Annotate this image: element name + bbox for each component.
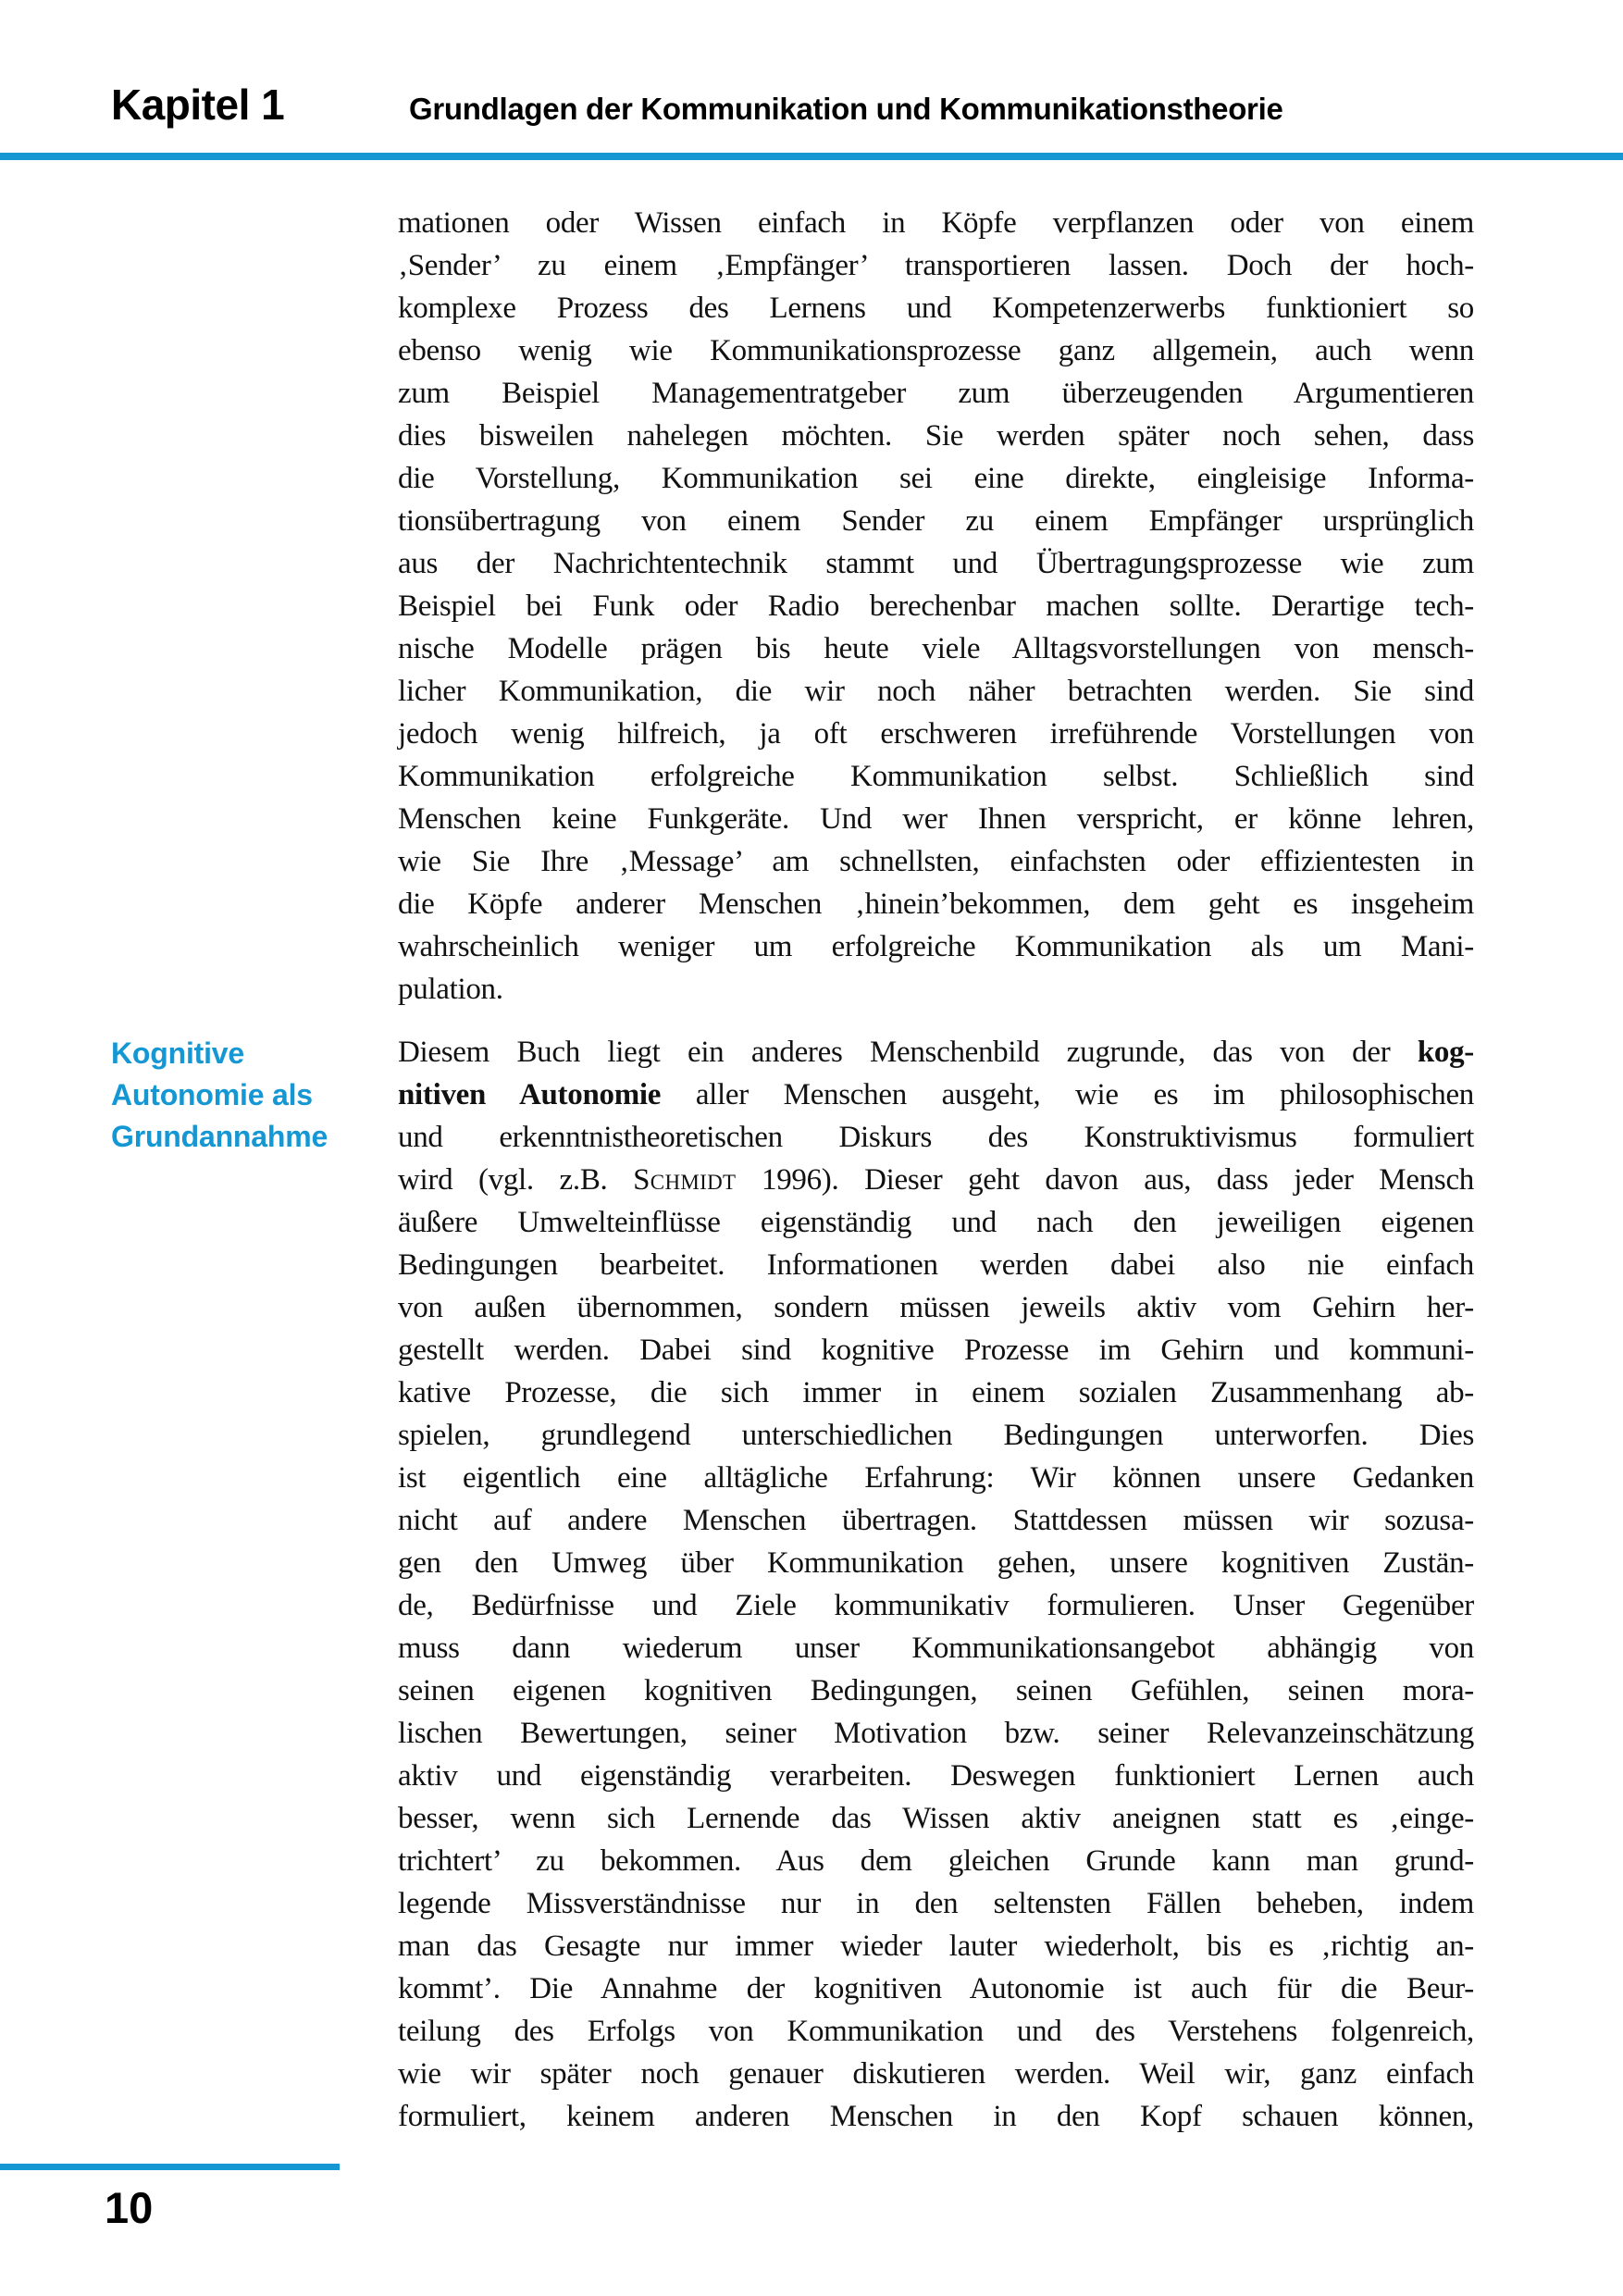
text-segment: seinen eigenen kognitiven Bedingungen, seinen Gefühlen, seinen mora- <box>398 1674 1474 1707</box>
text-line <box>398 2010 1474 2053</box>
text-line <box>398 1797 1474 1840</box>
text-line <box>398 1116 1474 1159</box>
text-line <box>398 1712 1474 1755</box>
text-line <box>398 627 1474 670</box>
text-line <box>398 1882 1474 1925</box>
text-line <box>398 670 1474 713</box>
text-line <box>398 1031 1474 1074</box>
text-segment: ebenso wenig wie Kommunikationsprozesse ganz allgemein, auch wenn <box>398 334 1474 367</box>
text-line <box>398 755 1474 798</box>
text-line <box>398 1840 1474 1882</box>
text-line <box>398 202 1474 244</box>
text-line <box>398 925 1474 968</box>
text-segment: wahrscheinlich weniger um erfolgreiche Kommunikation als um Mani- <box>398 930 1474 963</box>
text-segment: zum Beispiel Managementratgeber zum überzeugenden Argumentieren <box>398 377 1474 410</box>
text-line <box>398 1457 1474 1499</box>
text-segment: Diesem Buch liegt ein anderes Menschenbild zugrunde, das von der <box>398 1036 1418 1069</box>
text-segment: Kommunikation erfolgreiche Kommunikation selbst. Schließlich sind <box>398 760 1474 793</box>
text-line <box>398 542 1474 585</box>
text-segment: licher Kommunikation, die wir noch näher betrachten werden. Sie sind <box>398 675 1474 708</box>
text-segment: Bedingungen bearbeitet. Informationen werden dabei also nie einfach <box>398 1248 1474 1282</box>
text-segment-smallcaps: Schmidt <box>633 1163 737 1197</box>
text-segment: die Köpfe anderer Menschen ‚hinein’bekommen, dem geht es insgeheim <box>398 887 1474 921</box>
text-segment: wird (vgl. z.B. <box>398 1163 634 1197</box>
text-line <box>398 1967 1474 2010</box>
text-line <box>398 1925 1474 1967</box>
text-segment: wie Sie Ihre ‚Message’ am schnellsten, einfachsten oder effizientesten in <box>398 845 1474 878</box>
text-segment: 1996). Dieser geht davon aus, dass jeder Mensch <box>736 1163 1474 1197</box>
text-segment-bold: kog- <box>1417 1036 1474 1069</box>
text-line <box>398 1584 1474 1627</box>
text-segment: lischen Bewertungen, seiner Motivation bzw. seiner Relevanzeinschätzung <box>398 1717 1474 1750</box>
text-segment: komplexe Prozess des Lernens und Kompetenzerwerbs funktioniert so <box>398 292 1474 325</box>
paragraph <box>398 202 1474 1011</box>
text-segment: legende Missverständnisse nur in den seltensten Fällen beheben, indem <box>398 1887 1474 1920</box>
text-segment: von außen übernommen, sondern müssen jeweils aktiv vom Gehirn her- <box>398 1291 1474 1324</box>
body-text <box>398 202 1474 2138</box>
footer-rule <box>0 2164 340 2170</box>
text-line <box>398 1627 1474 1669</box>
text-line <box>398 1499 1474 1542</box>
text-segment: Menschen keine Funkgeräte. Und wer Ihnen verspricht, er könne lehren, <box>398 802 1474 836</box>
text-line <box>398 329 1474 372</box>
text-segment: gen den Umweg über Kommunikation gehen, unsere kognitiven Zustän- <box>398 1546 1474 1580</box>
text-segment: Beispiel bei Funk oder Radio berechenbar machen sollte. Derartige tech- <box>398 590 1474 623</box>
text-line <box>398 968 1474 1011</box>
paragraph <box>398 1031 1474 2138</box>
text-line <box>398 2095 1474 2138</box>
text-line <box>398 1159 1474 1201</box>
text-segment: ‚Sender’ zu einem ‚Empfänger’ transportieren lassen. Doch der hoch- <box>398 249 1474 282</box>
text-segment: gestellt werden. Dabei sind kognitive Prozesse im Gehirn und kommuni- <box>398 1334 1474 1367</box>
header-rule <box>0 153 1623 160</box>
text-segment: nische Modelle prägen bis heute viele Alltagsvorstellungen von mensch- <box>398 632 1474 665</box>
text-line <box>398 372 1474 415</box>
text-segment: pulation. <box>398 973 503 1006</box>
text-segment: dies bisweilen nahelegen möchten. Sie werden später noch sehen, dass <box>398 419 1474 453</box>
text-segment: besser, wenn sich Lernende das Wissen aktiv aneignen statt es ‚einge- <box>398 1802 1474 1835</box>
chapter-label: Kapitel 1 <box>111 81 285 129</box>
chapter-title: Grundlagen der Kommunikation und Kommunikationstheorie <box>409 92 1283 126</box>
margin-note-line: Kognitive <box>111 1036 244 1070</box>
text-line <box>398 1542 1474 1584</box>
text-segment: muss dann wiederum unser Kommunikationsangebot abhängig von <box>398 1632 1474 1665</box>
text-segment: wie wir später noch genauer diskutieren werden. Weil wir, ganz einfach <box>398 2057 1474 2091</box>
text-segment: kommt’. Die Annahme der kognitiven Autonomie ist auch für die Beur- <box>398 1972 1474 2005</box>
text-line <box>398 415 1474 457</box>
text-line <box>398 585 1474 627</box>
text-segment: die Vorstellung, Kommunikation sei eine direkte, eingleisige Informa- <box>398 462 1474 495</box>
text-segment: man das Gesagte nur immer wieder lauter wiederholt, bis es ‚richtig an- <box>398 1930 1474 1963</box>
text-line <box>398 244 1474 287</box>
text-segment: und erkenntnistheoretischen Diskurs des Konstruktivismus formuliert <box>398 1121 1474 1154</box>
text-segment: nicht auf andere Menschen übertragen. Stattdessen müssen wir sozusa- <box>398 1504 1474 1537</box>
text-line <box>398 1414 1474 1457</box>
text-segment: aller Menschen ausgeht, wie es im philosophischen <box>661 1078 1474 1111</box>
text-line <box>398 1286 1474 1329</box>
text-line <box>398 1755 1474 1797</box>
text-line <box>398 798 1474 840</box>
text-segment: äußere Umwelteinflüsse eigenständig und nach den jeweiligen eigenen <box>398 1206 1474 1239</box>
text-segment: mationen oder Wissen einfach in Köpfe verpflanzen oder von einem <box>398 206 1474 240</box>
text-line <box>398 1074 1474 1116</box>
text-line <box>398 457 1474 500</box>
text-line <box>398 1371 1474 1414</box>
text-segment-bold: nitiven Autonomie <box>398 1078 662 1111</box>
text-segment: trichtert’ zu bekommen. Aus dem gleichen Grunde kann man grund- <box>398 1844 1474 1878</box>
text-segment: ist eigentlich eine alltägliche Erfahrung: Wir können unsere Gedanken <box>398 1461 1474 1495</box>
page-number: 10 <box>105 2183 154 2232</box>
text-line <box>398 1201 1474 1244</box>
margin-note <box>111 1033 389 1158</box>
text-line <box>398 1669 1474 1712</box>
text-line <box>398 287 1474 329</box>
text-line <box>398 500 1474 542</box>
text-segment: tionsübertragung von einem Sender zu einem Empfänger ursprünglich <box>398 504 1474 538</box>
text-segment: formuliert, keinem anderen Menschen in den Kopf schauen können, <box>398 2100 1474 2133</box>
text-segment: spielen, grundlegend unterschiedlichen Bedingungen unterworfen. Dies <box>398 1419 1474 1452</box>
text-segment: teilung des Erfolgs von Kommunikation und des Verstehens folgenreich, <box>398 2015 1474 2048</box>
text-line <box>398 2053 1474 2095</box>
text-line <box>398 883 1474 925</box>
margin-note-line: Autonomie als <box>111 1078 313 1111</box>
text-line <box>398 840 1474 883</box>
text-segment: jedoch wenig hilfreich, ja oft erschweren irreführende Vorstellungen von <box>398 717 1474 751</box>
text-line <box>398 1244 1474 1286</box>
margin-note-line: Grundannahme <box>111 1120 328 1153</box>
text-segment: aktiv und eigenständig verarbeiten. Deswegen funktioniert Lernen auch <box>398 1759 1474 1793</box>
text-segment: aus der Nachrichtentechnik stammt und Übertragungsprozesse wie zum <box>398 547 1474 580</box>
text-segment: de, Bedürfnisse und Ziele kommunikativ formulieren. Unser Gegenüber <box>398 1589 1474 1622</box>
text-line <box>398 1329 1474 1371</box>
text-line <box>398 713 1474 755</box>
text-segment: kative Prozesse, die sich immer in einem sozialen Zusammenhang ab- <box>398 1376 1474 1409</box>
